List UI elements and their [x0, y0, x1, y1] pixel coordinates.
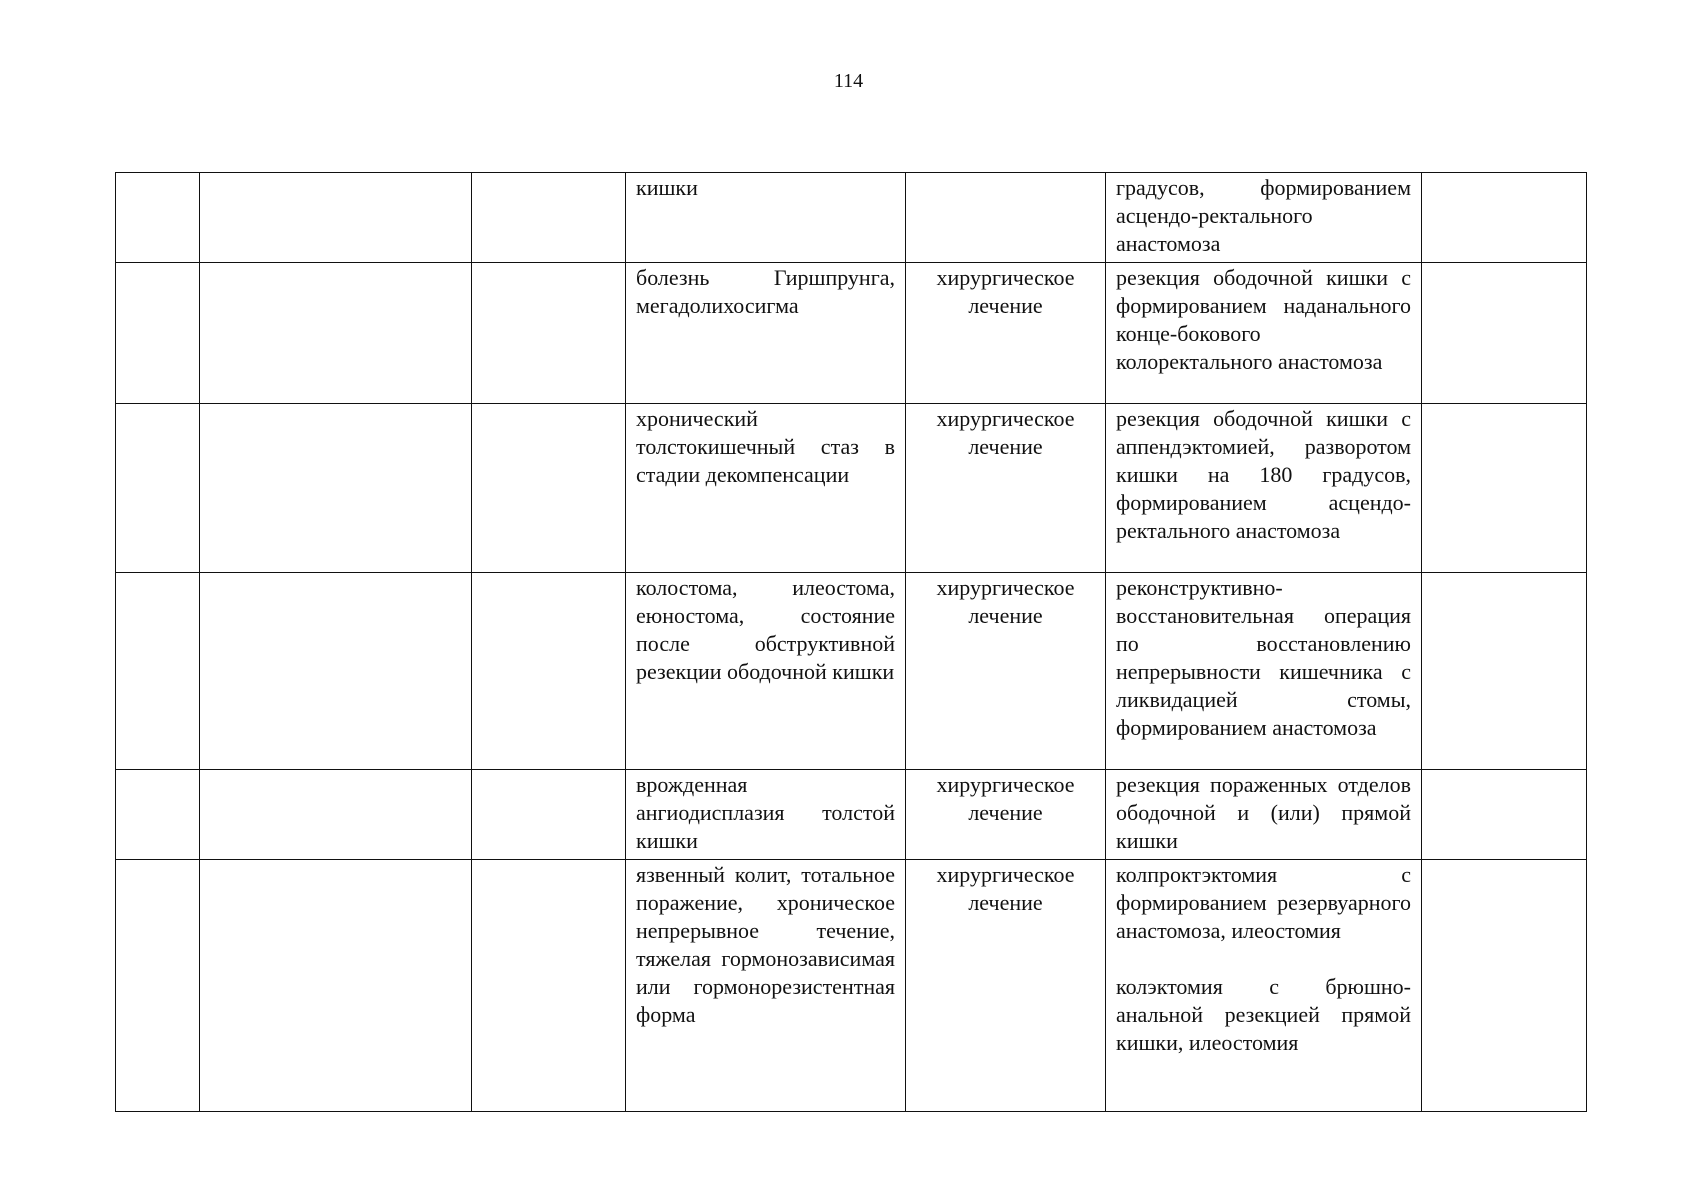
- table-row: [116, 770, 1587, 860]
- cell-diagnosis: хронический толстокишечный стаз в стадии декомпенсации: [626, 404, 906, 573]
- method-text: колэктомия с брюшно-анальной резекцией прямой кишки, илеостомия: [1116, 974, 1411, 1055]
- cell-profile: [200, 404, 472, 573]
- method-text: резекция пораженных отделов ободочной и (или) прямой кишки: [1116, 772, 1411, 853]
- method-text: резекция ободочной кишки с формированием наданального конце-бокового колоректального анастомоза: [1116, 265, 1411, 374]
- cell-profile: [200, 263, 472, 404]
- method-text: градусов, формированием асцендо-ректального анастомоза: [1116, 175, 1411, 256]
- cell-number: [116, 263, 200, 404]
- cell-code: [472, 770, 626, 860]
- cell-method: [1106, 770, 1422, 860]
- cell-code: [472, 404, 626, 573]
- cell-number: [116, 770, 200, 860]
- method-text: колпроктэктомия с формированием резервуарного анастомоза, илеостомия: [1116, 862, 1411, 943]
- cell-number: [116, 404, 200, 573]
- paragraph-gap: [1116, 945, 1411, 973]
- cell-cost: [1422, 263, 1587, 404]
- cell-diagnosis: болезнь Гиршпрунга, мегадолихосигма: [626, 263, 906, 404]
- cell-method: [1106, 404, 1422, 573]
- cell-method: [1106, 263, 1422, 404]
- cell-method: [1106, 173, 1422, 263]
- cell-profile: [200, 770, 472, 860]
- cell-cost: [1422, 573, 1587, 770]
- cell-code: [472, 173, 626, 263]
- cell-treatment: хирургическое лечение: [906, 770, 1106, 860]
- cell-code: [472, 860, 626, 1112]
- cell-diagnosis: кишки: [626, 173, 906, 263]
- cell-number: [116, 173, 200, 263]
- cell-treatment: хирургическое лечение: [906, 860, 1106, 1112]
- cell-cost: [1422, 173, 1587, 263]
- cell-method: [1106, 860, 1422, 1112]
- table-row: [116, 573, 1587, 770]
- cell-treatment: хирургическое лечение: [906, 404, 1106, 573]
- table-row: [116, 263, 1587, 404]
- cell-diagnosis: язвенный колит, тотальное поражение, хроническое непрерывное течение, тяжелая гормонозависимая или гормонорезистентная форма: [626, 860, 906, 1112]
- page-number: 114: [833, 70, 864, 92]
- cell-profile: [200, 573, 472, 770]
- cell-diagnosis: врожденная ангиодисплазия толстой кишки: [626, 770, 906, 860]
- cell-cost: [1422, 860, 1587, 1112]
- table-row: [116, 860, 1587, 1112]
- cell-diagnosis: колостома, илеостома, еюностома, состояние после обструктивной резекции ободочной кишки: [626, 573, 906, 770]
- table-row: [116, 173, 1587, 263]
- cell-cost: [1422, 770, 1587, 860]
- method-text: резекция ободочной кишки с аппендэктомией, разворотом кишки на 180 градусов, формированием асцендо-ректального анастомоза: [1116, 406, 1411, 543]
- cell-code: [472, 573, 626, 770]
- cell-profile: [200, 860, 472, 1112]
- cell-code: [472, 263, 626, 404]
- cell-method: [1106, 573, 1422, 770]
- cell-profile: [200, 173, 472, 263]
- cell-treatment: хирургическое лечение: [906, 573, 1106, 770]
- table-row: [116, 404, 1587, 573]
- method-text: реконструктивно-восстановительная операция по восстановлению непрерывности кишечника с ликвидацией стомы, формированием анастомоза: [1116, 575, 1411, 740]
- cell-number: [116, 860, 200, 1112]
- procedures-table: [115, 172, 1587, 1112]
- cell-treatment: [906, 173, 1106, 263]
- cell-treatment: хирургическое лечение: [906, 263, 1106, 404]
- cell-cost: [1422, 404, 1587, 573]
- cell-number: [116, 573, 200, 770]
